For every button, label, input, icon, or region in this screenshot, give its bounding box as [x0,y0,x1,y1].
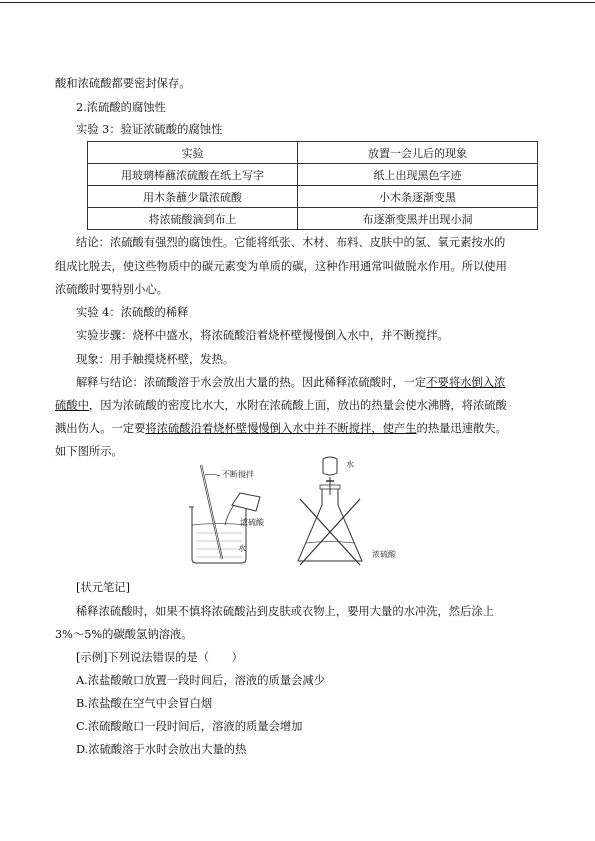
phenomenon-line: 现象：用手触摸烧杯壁，发热。 [76,353,235,366]
conclusion-line: 组成比脱去，使这些物质中的碳元素变为单质的碳，这种作用通常叫做脱水作用。所以使用 [55,260,507,273]
label-water-2: 水 [346,460,354,469]
table-cell: 用木条蘸少量浓硫酸 [88,186,298,208]
explanation-text: 的热量迅速散失。 [416,422,507,435]
explanation-line [76,371,563,395]
corrosion-table [87,141,538,230]
note-line: 3%～5%的碳酸氢钠溶液。 [55,628,193,641]
underlined-text: 不要将水倒入浓 [426,376,506,389]
explanation-line [55,417,542,441]
label-acid: 浓硫酸 [240,518,264,527]
table-row [88,186,538,208]
acid-stream [225,505,234,525]
note-line: 稀释浓硫酸时，如果不慎将浓硫酸沾到皮肤或衣物上，要用大量的水冲洗，然后涂上 [76,605,494,618]
label-acid-2: 浓硫酸 [372,550,396,559]
option-b: B.浓盐酸在空气中会冒白烟 [76,697,213,710]
explanation-line [55,394,542,418]
table-cell: 布逐渐变黑并出现小洞 [298,208,538,230]
explanation-text: ，因为浓硫酸的密度比水大，水附在浓硫酸上面，放出的热量会使水沸腾，将浓硫酸 [88,399,507,412]
table-row [88,208,538,230]
separatory-funnel-icon [323,457,337,475]
option-d: D.浓硫酸溶于水时会放出大量的热 [76,743,247,756]
table-row [88,164,538,186]
conclusion-line: 结论：浓硫酸有强烈的腐蚀性。它能将纸张、木材、布料、皮肤中的氢、氧元素按水的 [76,236,506,249]
beaker-icon [192,507,246,563]
table-cell: 纸上出现黑色字迹 [298,164,538,186]
explanation-line: 如下图所示。 [55,445,123,458]
experiment-title: 实验 4：浓硫酸的稀释 [76,306,189,319]
steps-line: 实验步骤：烧杯中盛水，将浓硫酸沿着烧杯壁慢慢倒入水中，并不断搅拌。 [76,329,449,342]
experiment-title: 实验 3：验证浓硫酸的腐蚀性 [76,123,223,136]
table-cell: 用玻璃棒蘸浓硫酸在纸上写字 [88,164,298,186]
conclusion-line: 浓硫酸时要特别小心。 [55,283,168,296]
underlined-text: 将浓硫酸沿着烧杯壁慢慢倒入水中并不断搅拌，使产生 [145,422,417,435]
left-beaker-diagram [189,465,265,563]
right-flask-diagram [298,457,397,565]
dilution-figure [180,455,410,570]
note-title: [状元笔记] [76,581,131,594]
label-water: 水 [238,544,246,553]
flask-icon [298,489,362,561]
text-line: 酸和浓硫酸都要密封保存。 [55,77,191,90]
header-rule [0,2,595,3]
table-header: 放置一会儿后的现象 [298,142,538,164]
acid-bottle-icon [232,493,260,511]
label-stir: 不断搅拌 [222,470,254,479]
example-question: [示例]下列说法错误的是（ ） [76,651,243,664]
section-heading: 2.浓硫酸的腐蚀性 [76,101,166,114]
option-a: A.浓盐酸敞口放置一段时间后，溶液的质量会减少 [76,674,325,687]
table-header-row [88,142,538,164]
water-surface [192,524,246,526]
underlined-text: 硫酸中 [55,399,89,412]
table-cell: 将浓硫酸滴到布上 [88,208,298,230]
option-c: C.浓硫酸敞口一段时间后，溶液的质量会增加 [76,720,303,733]
explanation-text: 溅出伤人。一定要 [55,422,146,435]
table-cell: 小木条逐渐变黑 [298,186,538,208]
table-header: 实验 [88,142,298,164]
explanation-text: 解释与结论：浓硫酸溶于水会放出大量的热。因此稀释浓硫酸时，一定 [76,376,427,389]
